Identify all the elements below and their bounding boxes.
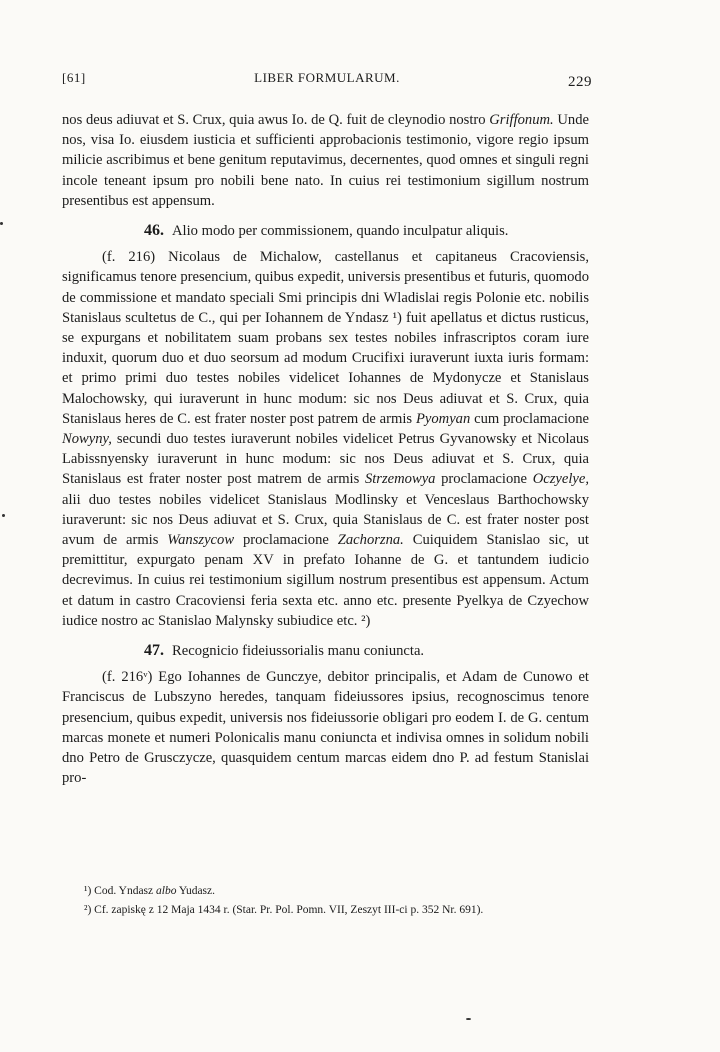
italic-term: Oczyelye, [532, 471, 589, 488]
italic-term: Pyomyan [415, 410, 471, 427]
footnotes [62, 882, 589, 920]
footnote-2: ²) Cf. zapiskę z 12 Maja 1434 r. (Star. Pr. Pol. Pomn. VII, Zeszyt III-ci p. 352 Nr. 691). [84, 904, 484, 916]
footnote-1: ¹) Cod. Yndasz albo Yudasz. [84, 885, 216, 897]
entry-title: Recognicio fideiussorialis manu coniuncta. [172, 643, 425, 660]
page-number: 229 [568, 74, 592, 90]
entry-number: 46. [144, 222, 164, 240]
italic-term: Zachorzna. [337, 532, 404, 549]
entry-heading-46 [62, 221, 589, 241]
section-reference: [61] [62, 70, 86, 85]
paragraph-entry-47: (f. 216ᵛ) Ego Iohannes de Gunczye, debitor principalis, et Adam de Cunowo et Franciscus de Lubszyno heredes, tanquam fideiussores ipsius, recognoscimus tenore presencium, quibus expedit, universis nos fideiussorie obligari pro eodem I. de G. centum marcas monete et numeri Polonicalis manu coniuncta et indivisa omnes in solidum nobili dno Petro de Grusczycze, quasquidem centum marcas eidem dno P. ad festum Stanislai pro- [62, 669, 589, 787]
paragraph-entry-46: (f. 216) Nicolaus de Michalow, castellanus et capitaneus Cracoviensis, significamus tenore presencium, quibus expedit, universis presentibus et futuris, quomodo de commissione et mandato speciali Smi principis dni Wladislai regis Polonie etc. nobilis Stanislaus scultetus de C., qui per Iohannem de Yndasz ¹) fuit apellatus et dictus rusticus, se expurgans et nobilitatem suam probans sex testes nobiles infrascriptos coram iure induxit, quorum duo et duo seorsum ad modum Crucifixi iuraverunt iuxta iuris formam: et primo primi duo testes nobiles videlicet Iohannes de Mydonycze et Stanislaus Malochowsky, qui iuraverunt in hunc modum: sic nos Deus adiuvat et S. Crux, quia Stanislaus heres de C. est frater noster post patrem de armis Pyomyan cum proclamacione Nowyny, secundi duo testes iuraverunt nobiles videlicet Petrus Gyvanowsky et Nicolaus Labissnyensky iuraverunt in hunc modum: sic nos Deus adiuvat et S. Crux, quia Stanislaus est frater noster post matrem de armis Strzemowya proclamacione Oczyelye, alii duo testes nobiles videlicet Stanislaus Modlinsky et Venceslaus Barthochowsky iuraverunt: sic nos Deus adiuvat et S. Crux, quia Stanislaus de C. est frater noster post avum de armis Wanszycow proclamacione Zachorzna. Cuiquidem Stanislao sic, ut premittitur, expurgato penam XV in prefato Iohanne de G. et tantundem iudicio decrevimus. In cuius rei testimonium sigillum nostrum presentibus est appensum. Actum et datum in castro Cracoviensi feria sexta etc. anno etc. presente Pyelkya de Czyechow iudice nostro ac Stanislao Malynsky subiudice etc. ²) [62, 249, 589, 629]
entry-title: Alio modo per commissionem, quando inculpatur aliquis. [172, 223, 509, 240]
italic-term: Wanszycow [167, 532, 235, 549]
running-header [62, 70, 592, 92]
entry-number: 47. [144, 642, 164, 660]
main-text [62, 110, 589, 789]
entry-heading-47 [62, 641, 589, 661]
running-title: LIBER FORMULARUM. [254, 70, 400, 85]
print-mark [466, 1018, 471, 1020]
italic-term: Nowyny, [62, 431, 112, 448]
paragraph-continuation: nos deus adiuvat et S. Crux, quia awus Io. de Q. fuit de cleynodio nostro Griffonum. Unde nos, visa Io. eiusdem iusticia et sufficienti approbacionis testimonio, vigore regio ipsum milicie ascribimus et bene genitum reputavimus, decernentes, quod omnes et singuli regni incole teneant ipsum pro nobili bene nato. In cuius rei testimonium sigillum nostrum presentibus est appensum. [62, 112, 590, 209]
italic-term: Strzemowya [364, 471, 436, 488]
italic-term: Griffonum. [489, 112, 554, 128]
margin-mark [0, 222, 3, 225]
margin-mark [2, 514, 5, 517]
